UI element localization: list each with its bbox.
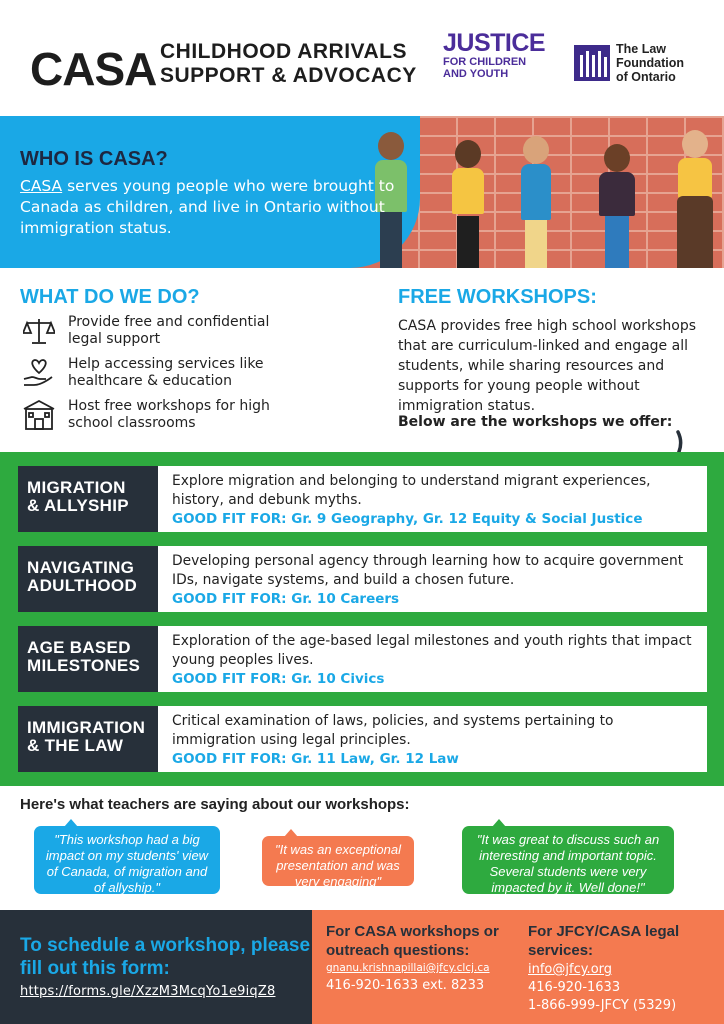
casa-tagline-line-2: SUPPORT & ADVOCACY (160, 64, 417, 87)
workshop-title-line-1: MIGRATION (27, 478, 126, 497)
testimonial-quote: "It was an exceptional presentation and was very engaging" (262, 836, 414, 886)
heart-hand-icon (22, 356, 56, 390)
student-illustration (446, 116, 490, 268)
jfcy-email-link[interactable]: info@jfcy.org (528, 962, 613, 977)
jfcy-logo-line-2: FOR CHILDREN (443, 56, 527, 68)
service-label: Help accessing services like healthcare & education (68, 356, 264, 389)
jfcy-logo (443, 29, 546, 92)
service-item (22, 356, 298, 390)
scales-icon (22, 314, 56, 348)
law-foundation-icon (574, 45, 610, 81)
student-illustration (514, 116, 558, 268)
workshop-row (18, 466, 707, 532)
law-foundation-line-2: Foundation (616, 56, 685, 70)
workshop-row (18, 706, 707, 772)
workshop-description: Developing personal agency through learning how to acquire government IDs, navigate systems, and build a chosen future. (172, 553, 684, 588)
jfcy-logo-line-3: AND YOUTH (443, 68, 509, 80)
workshop-title-line-1: IMMIGRATION (27, 718, 146, 737)
workshop-title (18, 466, 158, 532)
jfcy-toll-free-phone: 1-866-999-JFCY (5329) (528, 998, 677, 1013)
workshop-details (158, 626, 707, 692)
casa-link[interactable]: CASA (20, 177, 63, 195)
workshop-details (158, 466, 707, 532)
workshop-title-line-2: MILESTONES (27, 656, 141, 675)
workshop-description: Exploration of the age-based legal milestones and youth rights that impact young peoples lives. (172, 633, 692, 668)
student-illustration (592, 116, 642, 268)
workshop-title-line-2: ADULTHOOD (27, 576, 138, 595)
what-do-we-do-heading: WHAT DO WE DO? (20, 286, 200, 308)
school-icon (22, 398, 56, 432)
who-is-casa-text (20, 176, 400, 239)
jfcy-phone: 416-920-1633 (528, 980, 621, 995)
testimonial-quote: "This workshop had a big impact on my students' view of Canada, of migration and of allyship." (34, 826, 220, 894)
workshop-good-fit: GOOD FIT FOR: Gr. 10 Careers (172, 591, 400, 607)
workshop-title-line-2: & ALLYSHIP (27, 496, 129, 515)
casa-logo (30, 22, 157, 95)
workshop-row (18, 626, 707, 692)
workshop-title-line-1: AGE BASED (27, 638, 131, 657)
workshop-details (158, 546, 707, 612)
service-label: Provide free and confidential legal support (68, 314, 270, 347)
law-foundation-line-1: The Law (616, 42, 667, 56)
workshop-row (18, 546, 707, 612)
law-foundation-text (616, 42, 684, 84)
workshop-title (18, 626, 158, 692)
workshop-good-fit: GOOD FIT FOR: Gr. 9 Geography, Gr. 12 Equity & Social Justice (172, 511, 643, 527)
free-workshops-text: CASA provides free high school workshops that are curriculum-linked and engage all students, while sharing resources and supports for young people without immigration status. (398, 318, 696, 414)
schedule-heading: To schedule a workshop, please fill out this form: (20, 935, 311, 979)
casa-contact-heading: For CASA workshops or outreach questions: (326, 923, 499, 959)
casa-tagline (160, 40, 417, 88)
service-label: Host free workshops for high school classrooms (68, 398, 270, 431)
law-foundation-line-3: of Ontario (616, 70, 676, 84)
casa-phone: 416-920-1633 ext. 8233 (326, 978, 485, 993)
free-workshops-heading: FREE WORKSHOPS: (398, 286, 597, 308)
casa-logo-text: CASA (30, 43, 157, 95)
student-illustration (670, 116, 720, 268)
jfcy-logo-line-1: JUSTICE (443, 29, 546, 57)
workshop-good-fit: GOOD FIT FOR: Gr. 11 Law, Gr. 12 Law (172, 751, 459, 767)
service-item (22, 314, 298, 348)
workshop-description: Explore migration and belonging to understand migrant experiences, history, and debunk myths. (172, 473, 651, 508)
testimonials-heading: Here's what teachers are saying about our workshops: (20, 796, 410, 813)
workshop-title (18, 546, 158, 612)
workshops-intro: Below are the workshops we offer: (398, 414, 673, 430)
casa-tagline-line-1: CHILDHOOD ARRIVALS (160, 40, 407, 63)
workshop-details (158, 706, 707, 772)
casa-email-link[interactable]: gnanu.krishnapillai@jfcy.clcj.ca (326, 962, 490, 974)
workshop-title-line-2: & THE LAW (27, 736, 124, 755)
jfcy-contact-heading: For JFCY/CASA legal services: (528, 923, 680, 959)
who-is-casa-body: serves young people who were brought to Canada as children, and live in Ontario without immigration status. (20, 177, 395, 237)
workshop-good-fit: GOOD FIT FOR: Gr. 10 Civics (172, 671, 385, 687)
workshop-description: Critical examination of laws, policies, and systems pertaining to immigration using legal principles. (172, 713, 614, 748)
service-item (22, 398, 298, 432)
form-link[interactable]: https://forms.gle/XzzM3McqYo1e9iqZ8 (20, 984, 276, 999)
workshop-title (18, 706, 158, 772)
law-foundation-logo (574, 42, 684, 84)
testimonial-quote: "It was great to discuss such an interesting and important topic. Several students were very impacted by it. Well done!" (462, 826, 674, 894)
who-is-casa-heading: WHO IS CASA? (20, 148, 168, 170)
workshop-title-line-1: NAVIGATING (27, 558, 135, 577)
